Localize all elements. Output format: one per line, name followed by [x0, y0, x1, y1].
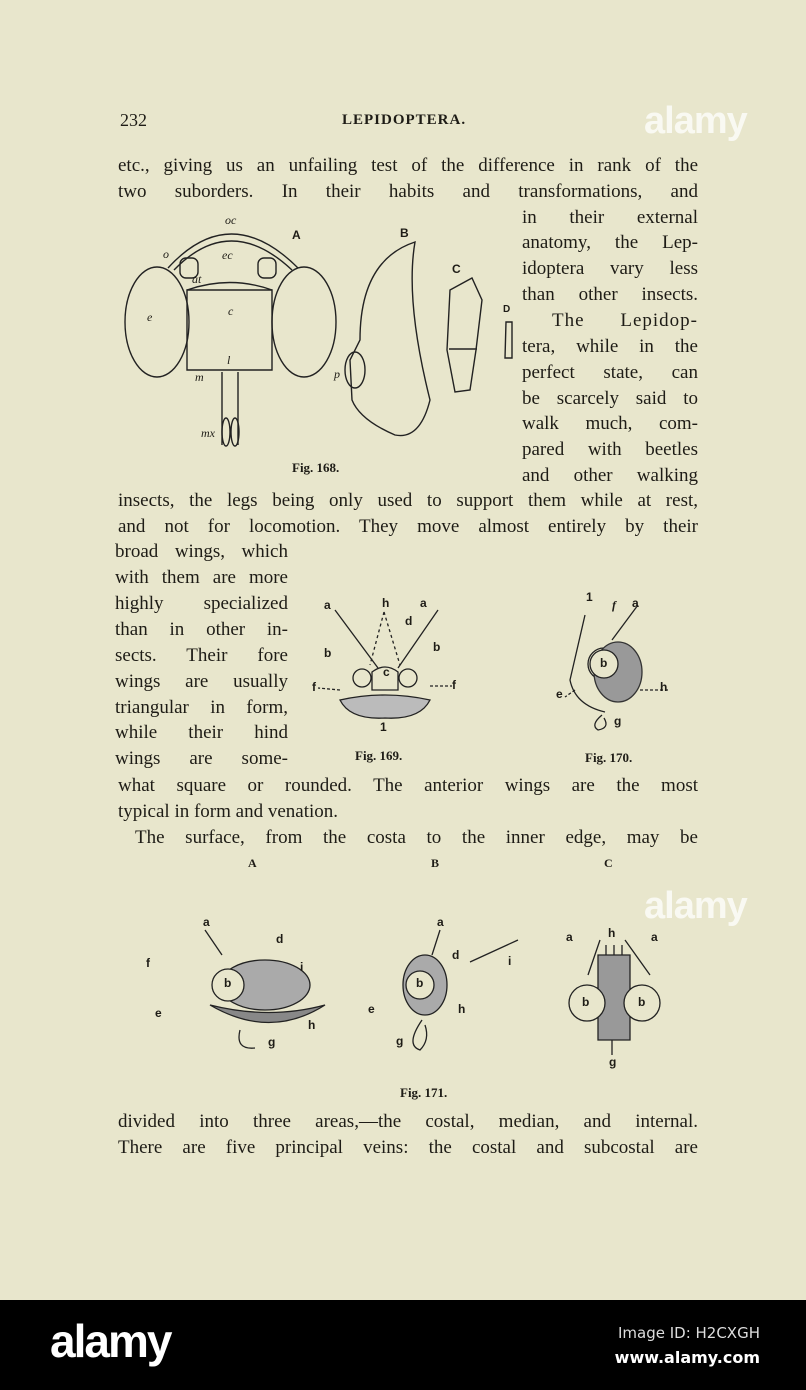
text-line: insects, the legs being only used to support them while at rest, — [118, 490, 698, 511]
fig-label: a — [651, 930, 658, 944]
fig-label: b — [224, 976, 232, 990]
fig-label: c — [228, 304, 234, 318]
watermark: alamy — [644, 100, 747, 142]
fig-label: 1 — [380, 720, 387, 734]
watermark: alamy — [644, 885, 747, 927]
fig-label: h — [308, 1018, 316, 1032]
fig-label: ec — [222, 248, 233, 262]
figure-caption: Fig. 171. — [400, 1085, 448, 1100]
panel-label: B — [431, 856, 440, 870]
footer-bar — [0, 1300, 806, 1390]
fig-label: e — [147, 310, 153, 324]
text-line: etc., giving us an unfailing test of the difference in rank of the — [118, 155, 698, 176]
text-line: triangular in form, — [115, 697, 288, 718]
text-line: There are five principal veins: the costal and subcostal are — [118, 1137, 698, 1158]
fig-label: oc — [225, 213, 237, 227]
fig-label: a — [437, 915, 444, 929]
fig-label: h — [458, 1002, 466, 1016]
text-line: and other walking — [522, 465, 698, 486]
fig-label: f — [146, 956, 150, 970]
fig-label: f — [452, 678, 456, 692]
text-line: what square or rounded. The anterior wings are the most — [118, 775, 698, 796]
text-line: sects. Their fore — [115, 645, 288, 666]
fig-label: b — [324, 646, 332, 660]
text-line: highly specialized — [115, 593, 288, 614]
fig-label: a — [420, 596, 427, 610]
site-url: www.alamy.com — [614, 1348, 760, 1367]
alamy-logo: alamy — [50, 1315, 171, 1367]
text-line: tera, while in the — [522, 336, 698, 357]
figure-caption: Fig. 170. — [585, 750, 633, 765]
fig-label: a — [632, 596, 639, 610]
text-line: pared with beetles — [522, 439, 698, 460]
text-line: two suborders. In their habits and transformations, and — [118, 181, 698, 202]
fig-label: f — [312, 680, 316, 694]
fig-label: B — [400, 226, 409, 240]
fig-label: h — [660, 680, 668, 694]
fig-label: o — [163, 247, 169, 261]
fig-label: f — [612, 598, 616, 612]
fig-label: l — [227, 353, 231, 367]
fig-label: a — [566, 930, 573, 944]
text-line: and not for locomotion. They move almost entirely by their — [118, 516, 698, 537]
text-line: than in other in- — [115, 619, 288, 640]
fig-label: b — [600, 656, 608, 670]
text-line: perfect state, can — [522, 362, 698, 383]
fig-label: e — [155, 1006, 162, 1020]
text-line: wings are usually — [115, 671, 288, 692]
fig-label: b — [638, 995, 646, 1009]
fig-label: g — [614, 714, 622, 728]
text-line: while their hind — [115, 722, 288, 743]
fig-label: e — [368, 1002, 375, 1016]
fig-label: A — [292, 228, 301, 242]
text-line: with them are more — [115, 567, 288, 588]
text-line: typical in form and venation. — [118, 801, 339, 822]
text-line: The surface, from the costa to the inner edge, may be — [135, 827, 698, 848]
fig-label: a — [324, 598, 331, 612]
image-id: Image ID: H2CXGH — [617, 1324, 760, 1342]
text-line: be scarcely said to — [522, 388, 698, 409]
fig-label: h — [608, 926, 616, 940]
fig-label: h — [382, 596, 390, 610]
text-line: broad wings, which — [115, 541, 288, 562]
fig-label: i — [508, 954, 512, 968]
fig-label: b — [582, 995, 590, 1009]
fig-label: C — [452, 262, 461, 276]
fig-label: d — [405, 614, 413, 628]
fig-label: m — [195, 370, 204, 384]
panel-label: A — [248, 856, 257, 870]
fig-label: e — [556, 687, 563, 701]
fig-label: mx — [201, 426, 215, 440]
fig-label: b — [416, 976, 424, 990]
fig-label: D — [503, 304, 511, 315]
figure-caption: Fig. 168. — [292, 460, 340, 475]
fig-label: i — [300, 960, 304, 974]
fig-label: d — [276, 932, 284, 946]
page-number: 232 — [120, 110, 147, 130]
text-line: divided into three areas,—the costal, median, and internal. — [118, 1111, 698, 1132]
text-line: idoptera vary less — [522, 258, 698, 279]
text-line: in their external — [522, 207, 698, 228]
fig-label: 1 — [586, 590, 593, 604]
fig-label: g — [609, 1055, 617, 1069]
text-line: The Lepidop- — [552, 310, 698, 331]
text-line: wings are some- — [115, 748, 288, 769]
fig-label: at — [192, 272, 202, 286]
fig-label: g — [268, 1035, 276, 1049]
fig-label: c — [383, 665, 390, 679]
figure-caption: Fig. 169. — [355, 748, 403, 763]
fig-label: g — [396, 1034, 404, 1048]
fig-label: b — [433, 640, 441, 654]
panel-label: C — [604, 856, 613, 870]
fig-label: p — [334, 367, 340, 381]
running-title: LEPIDOPTERA. — [342, 112, 467, 128]
fig-label: d — [452, 948, 460, 962]
fig-label: a — [203, 915, 210, 929]
text-line: walk much, com- — [522, 413, 698, 434]
text-line: anatomy, the Lep- — [522, 232, 698, 253]
text-line: than other insects. — [522, 284, 698, 305]
